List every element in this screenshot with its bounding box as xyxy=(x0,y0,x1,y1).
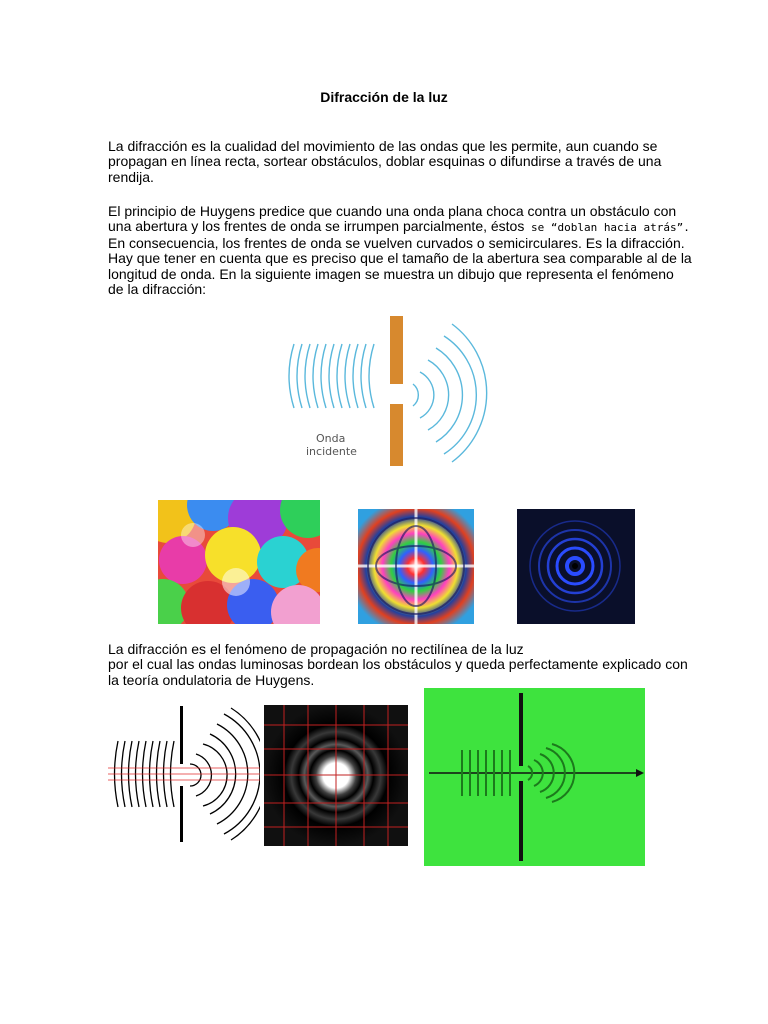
paragraph-definition xyxy=(108,642,693,688)
colorful-discs-image xyxy=(158,500,320,624)
page-title: Difracción de la luz xyxy=(320,89,448,105)
paragraph-huygens-part-c: En consecuencia, los frentes de onda se vuelven curvados o semicirculares. Es la difracción. Hay que tener en cuenta que es preciso que el tamaño de la abertura sea comparable al de la longitud de onda. En la siguiente imagen se muestra un dibujo que representa el fenómeno de la difracción: xyxy=(108,234,692,298)
slit-wavefront-drawing xyxy=(108,706,260,842)
green-slit-diagram xyxy=(424,688,645,866)
paragraph-huygens-part-a: El principio de Huygens predice que cuando una onda plana choca contra un obstáculo con una abertura y los frentes de onda se irrumpen parcialmente, éstos xyxy=(108,203,677,235)
paragraph-intro: La difracción es la cualidad del movimiento de las ondas que les permite, aun cuando se propagan en línea recta, sortear obstáculos, doblar esquinas o difundirse a través de una rendija. xyxy=(108,138,662,185)
diffraction-diagram xyxy=(286,316,508,466)
rainbow-diffraction-pattern xyxy=(358,509,474,624)
paragraph-definition-line2: por el cual las ondas luminosas bordean los obstáculos y queda perfectamente explicado con la teoría ondulatoria de Huygens. xyxy=(108,656,688,688)
paragraph-huygens xyxy=(108,204,693,297)
airy-disk-image xyxy=(264,705,408,846)
barrier-top xyxy=(390,316,403,384)
figure-label-onda: Onda xyxy=(316,432,346,445)
figure-label-incidente: incidente xyxy=(306,445,357,458)
paragraph-huygens-part-b: se “doblan hacia atrás”. xyxy=(524,221,690,235)
blue-rings-pattern xyxy=(517,509,635,624)
paragraph-definition-line1: La difracción es el fenómeno de propagación no rectilínea de la luz xyxy=(108,641,524,657)
barrier-bottom xyxy=(390,404,403,466)
